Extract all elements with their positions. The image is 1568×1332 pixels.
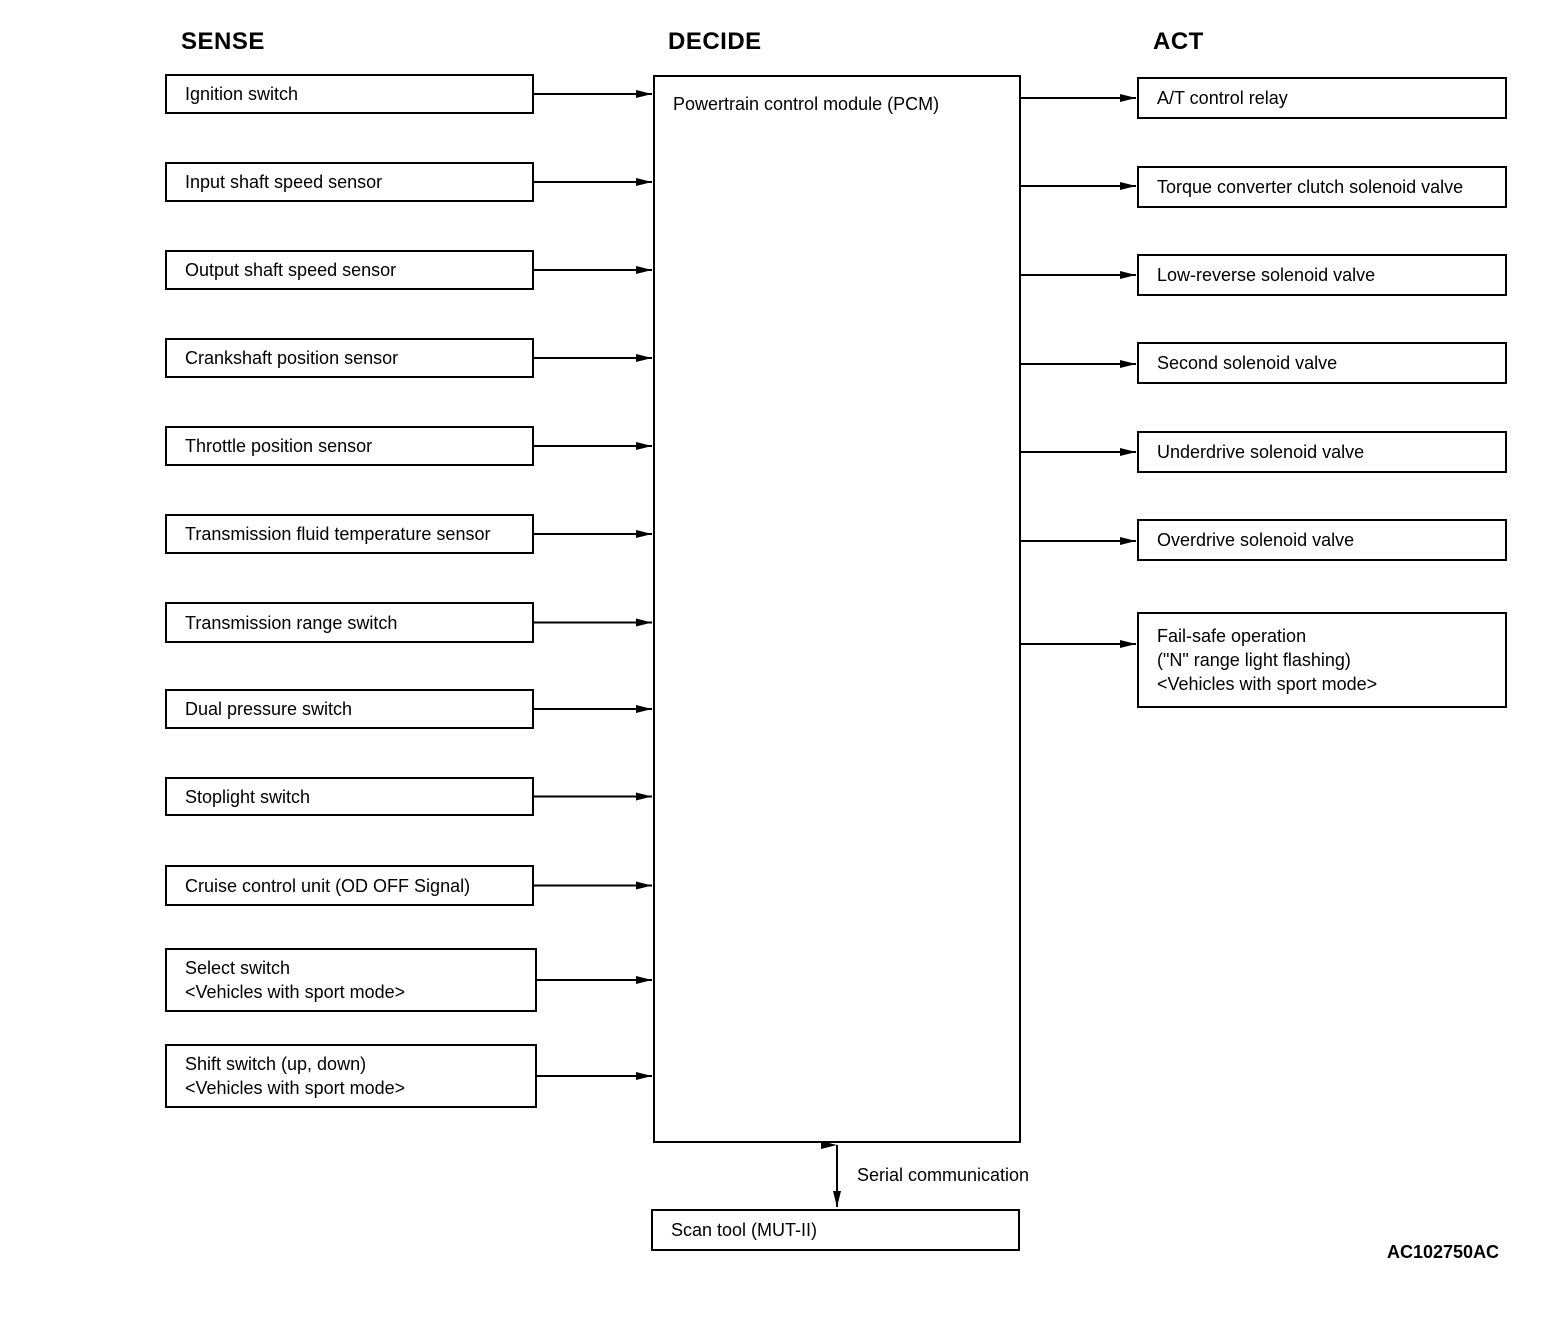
scan-tool-box (651, 1209, 1020, 1251)
act-output-label: Underdrive solenoid valve (1157, 442, 1365, 462)
sense-input-label: Input shaft speed sensor (185, 172, 383, 192)
sense-input-box (165, 250, 534, 290)
serial-communication-label: Serial communication (857, 1165, 1030, 1185)
sense-input-label: Throttle position sensor (185, 436, 373, 456)
act-output-label: <Vehicles with sport mode> (1157, 674, 1378, 694)
act-output-box (1137, 254, 1507, 296)
act-output-box (1137, 519, 1507, 561)
sense-input-box (165, 426, 534, 466)
pcm-label: Powertrain control module (PCM) (673, 94, 940, 114)
act-output-box (1137, 166, 1507, 208)
sense-input-box (165, 514, 534, 554)
decide-heading: DECIDE (668, 28, 762, 55)
act-output-label: Overdrive solenoid valve (1157, 530, 1355, 550)
sense-input-box (165, 777, 534, 816)
sense-input-label: Stoplight switch (185, 786, 311, 807)
sense-input-label: Ignition switch (185, 84, 299, 104)
sense-input-label: Output shaft speed sensor (185, 260, 397, 280)
act-output-label: Low-reverse solenoid valve (1157, 265, 1376, 285)
sense-input-label: Dual pressure switch (185, 699, 353, 719)
sense-input-label: Select switch (185, 958, 291, 978)
act-output-box (1137, 342, 1507, 384)
input-arrows (534, 94, 652, 1076)
sense-input-box (165, 689, 534, 729)
act-heading: ACT (1153, 28, 1204, 55)
act-output-box (1137, 431, 1507, 473)
scan-tool-label: Scan tool (MUT-II) (671, 1220, 818, 1240)
act-output-label: A/T control relay (1157, 88, 1288, 108)
sense-input-label: Transmission fluid temperature sensor (185, 524, 491, 544)
sense-input-label: Crankshaft position sensor (185, 348, 399, 368)
sense-input-box (165, 1044, 537, 1108)
act-output-label: Second solenoid valve (1157, 353, 1338, 373)
act-output-label: Torque converter clutch solenoid valve (1157, 177, 1464, 197)
sense-input-box (165, 865, 534, 906)
act-output-label: ("N" range light flashing) (1157, 650, 1351, 670)
sense-input-label: <Vehicles with sport mode> (185, 982, 406, 1002)
sense-input-label: Transmission range switch (185, 612, 398, 633)
figure-code: AC102750AC (1387, 1242, 1500, 1262)
act-output-box (1137, 612, 1507, 708)
sense-input-label: Shift switch (up, down) (185, 1054, 367, 1074)
sense-input-label: Cruise control unit (OD OFF Signal) (185, 875, 471, 896)
sense-input-box (165, 338, 534, 378)
act-output-box (1137, 77, 1507, 119)
sense-input-box (165, 602, 534, 643)
sense-input-box (165, 162, 534, 202)
sense-heading: SENSE (181, 28, 265, 55)
act-output-label: Fail-safe operation (1157, 626, 1307, 646)
sense-input-box (165, 948, 537, 1012)
sense-input-box (165, 74, 534, 114)
output-arrows (1021, 98, 1136, 644)
pcm-block (653, 75, 1021, 1143)
sense-input-label: <Vehicles with sport mode> (185, 1078, 406, 1098)
